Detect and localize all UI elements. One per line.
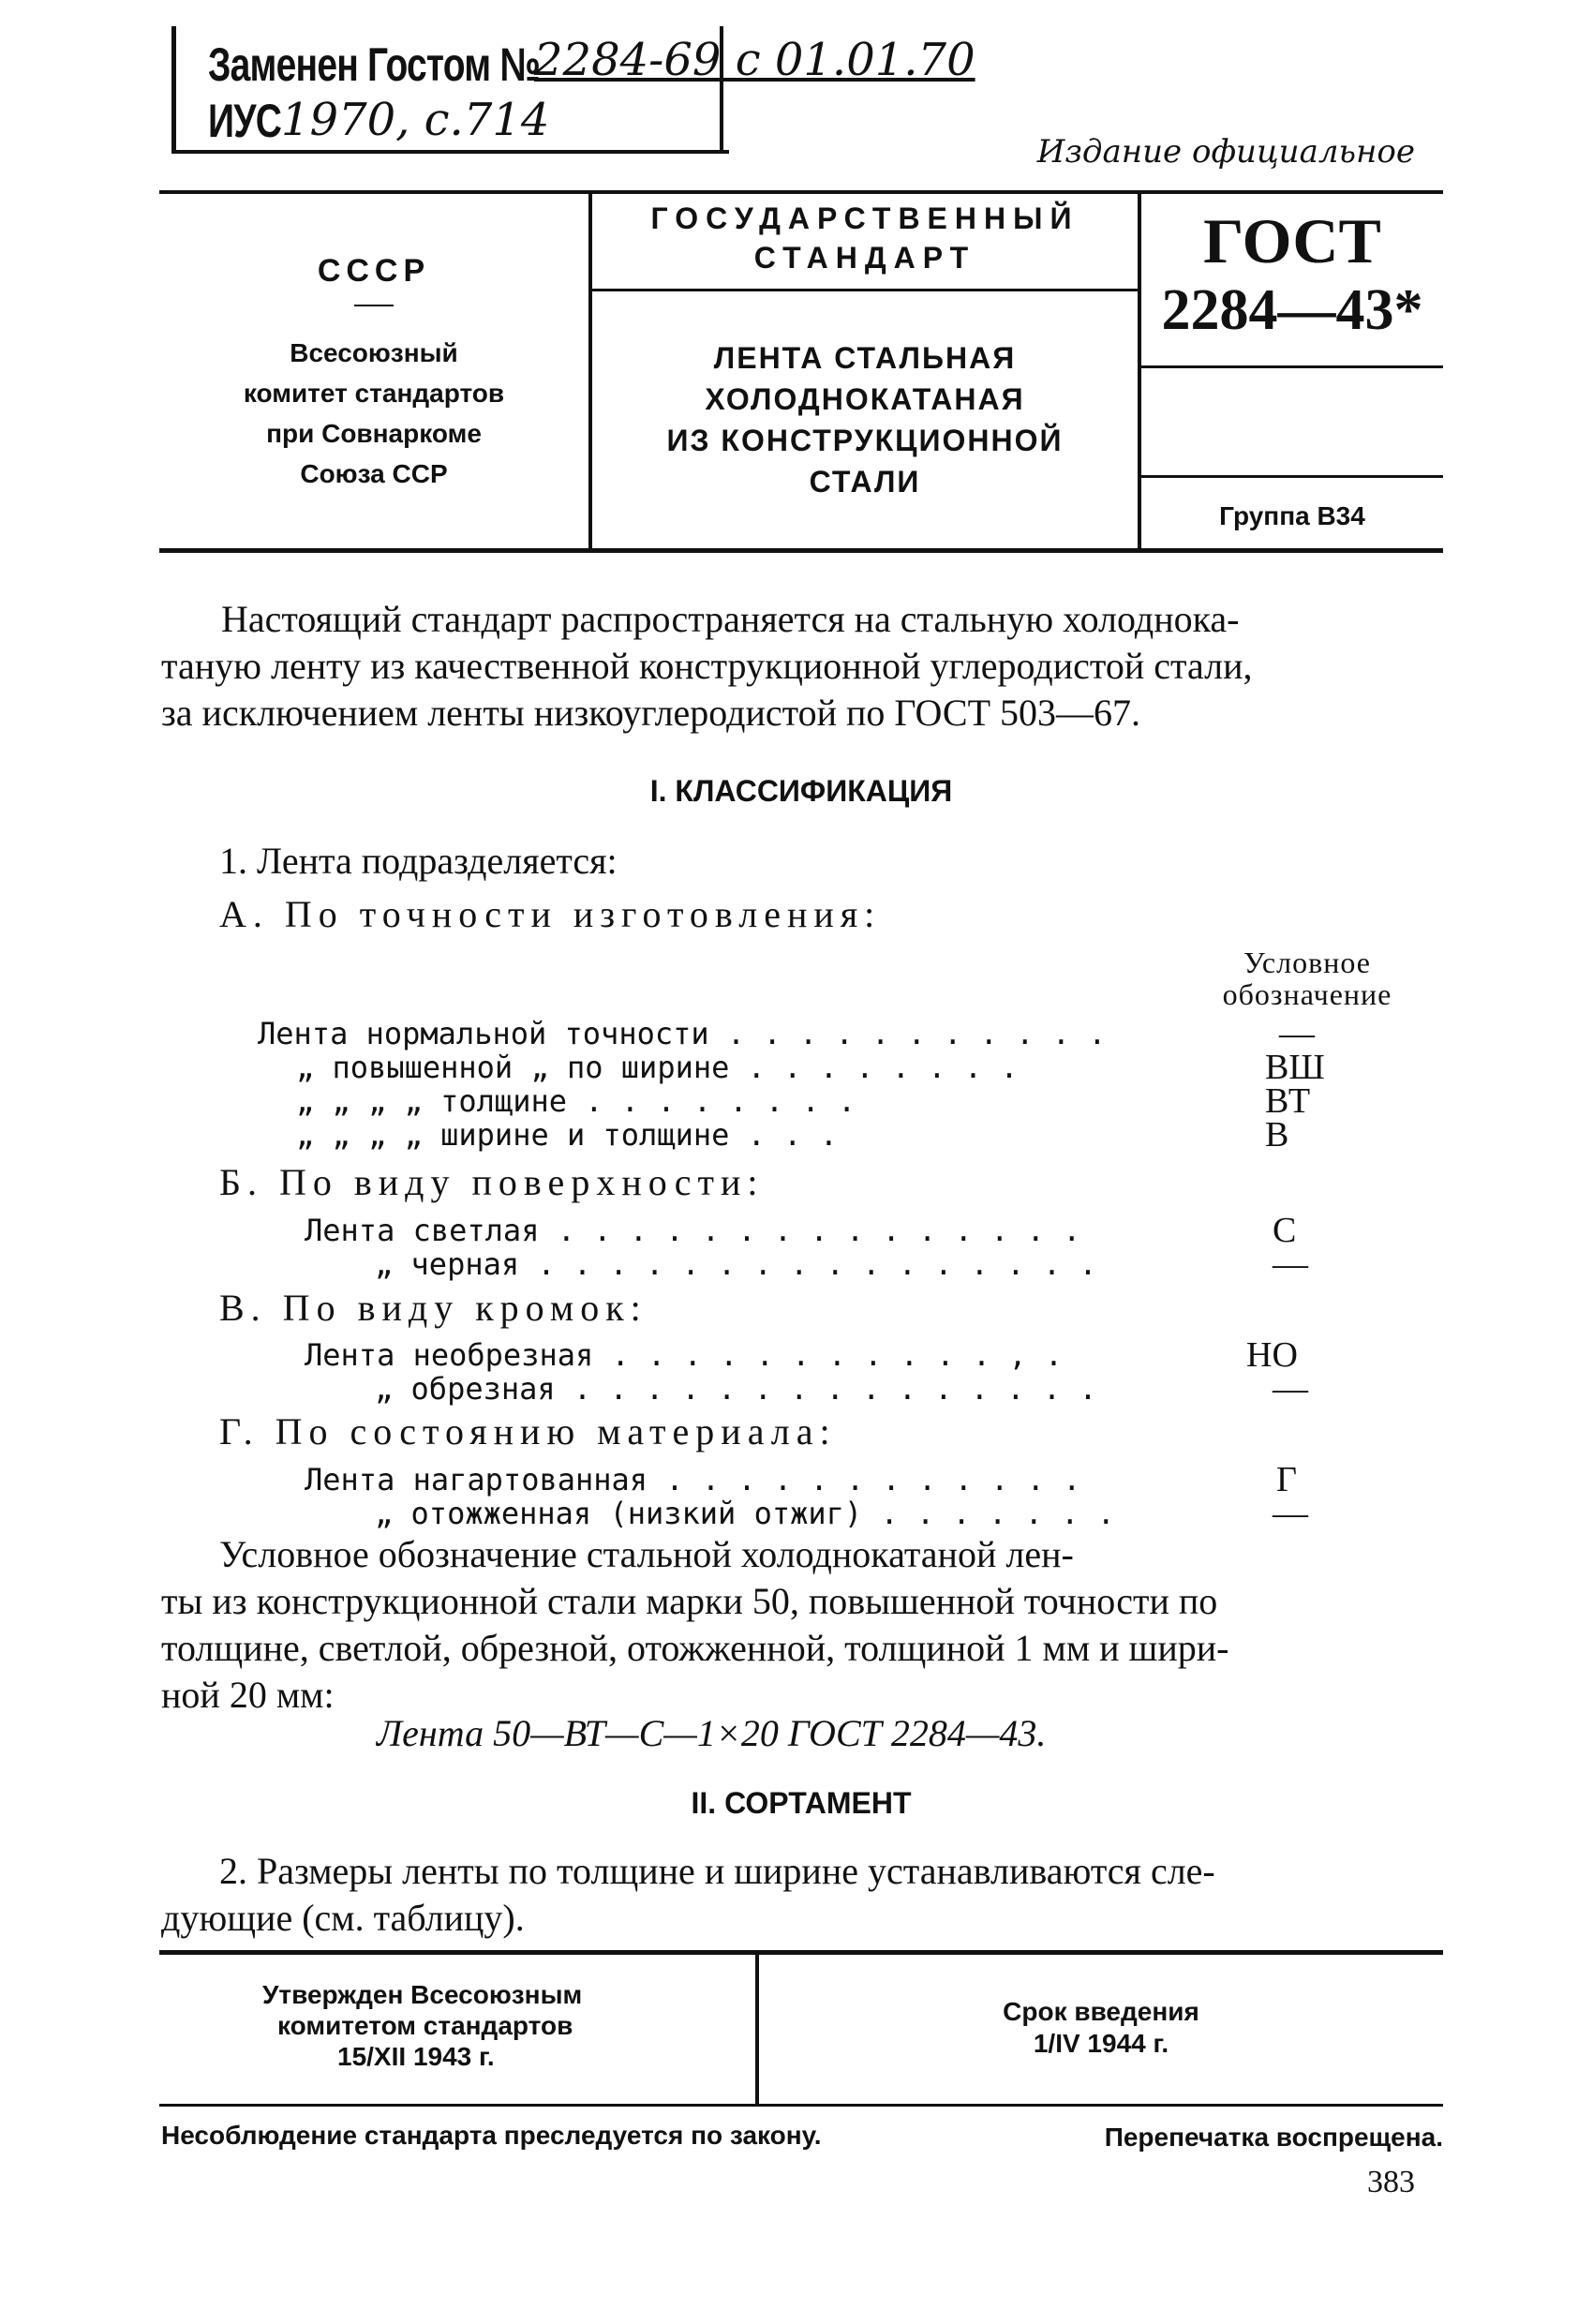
- list-item: „ „ „ „ ширине и толщине . . .: [296, 1117, 838, 1153]
- approval-line: комитетом стандартов: [277, 2011, 573, 2040]
- group-b-label: Б. По виду поверхности:: [219, 1161, 765, 1203]
- example-line: ной 20 мм:: [161, 1674, 335, 1716]
- group-g-label: Г. По состоянию материала:: [219, 1410, 837, 1452]
- gost-label: ГОСТ: [1203, 205, 1381, 276]
- title-line: ИЗ КОНСТРУКЦИОННОЙ: [666, 424, 1064, 457]
- item-2-paragraph: [161, 1848, 1443, 1942]
- intro-line: за исключением ленты низкоуглеродистой по ГОСТ 503—67.: [161, 692, 1141, 734]
- designation-header-line: Условное: [1243, 946, 1371, 979]
- group-code: Группа В34: [1219, 501, 1365, 530]
- approval-line: Утвержден Всесоюзным: [262, 1980, 583, 2009]
- section-1-title: I. КЛАССИФИКАЦИЯ: [649, 774, 953, 808]
- title-line: ХОЛОДНОКАТАНАЯ: [705, 382, 1025, 416]
- designation-code: —: [1273, 1494, 1308, 1533]
- gost-number: 2284—43*: [1161, 278, 1423, 342]
- org-line: Союза ССР: [300, 459, 448, 488]
- designation-code: —: [1273, 1244, 1308, 1284]
- header-middle-rule: [592, 289, 1138, 291]
- designation-code: С: [1273, 1211, 1297, 1250]
- designation-code: ВТ: [1265, 1081, 1311, 1121]
- list-item: „ отожженная (низкий отжиг) . . . . . . .: [375, 1496, 1115, 1531]
- effective-date: [759, 1996, 1443, 2060]
- list-item: „ повышенной „ по ширине . . . . . . . .: [296, 1050, 1019, 1085]
- approval-top-rule: [159, 1950, 1443, 1955]
- page-number: 383: [1367, 2165, 1415, 2199]
- list-item: Лента необрезная . . . . . . . . . . . , .: [305, 1337, 1064, 1373]
- list-item: „ обрезная . . . . . . . . . . . . . . .: [375, 1371, 1097, 1407]
- org-line: Всесоюзный: [290, 338, 458, 367]
- group-a-label: А. По точности изготовления:: [219, 893, 882, 935]
- header-standard-title: [592, 337, 1138, 502]
- approval-info: [262, 1979, 582, 2072]
- header-standard-kind: [592, 199, 1138, 277]
- section-2-title: II. СОРТАМЕНТ: [691, 1786, 912, 1820]
- designation-code: НО: [1246, 1335, 1298, 1375]
- list-item: Лента светлая . . . . . . . . . . . . . . .: [305, 1213, 1081, 1248]
- item-2-line: 2. Размеры ленты по толщине и ширине устанавливаются сле-: [219, 1850, 1215, 1892]
- effective-line: Срок введения: [1003, 1997, 1199, 2026]
- designation-code: —: [1273, 1369, 1308, 1408]
- designation-code: В: [1265, 1115, 1289, 1155]
- designation-header: [1181, 946, 1434, 1010]
- item-2-line: дующие (см. таблицу).: [161, 1897, 525, 1939]
- list-item: Лента нагартованная . . . . . . . . . . . .: [305, 1462, 1081, 1497]
- title-line: ЛЕНТА СТАЛЬНАЯ: [713, 341, 1017, 375]
- reprint-notice: Перепечатка воспрещена.: [1104, 2123, 1443, 2152]
- intro-line: Настоящий стандарт распространяется на стальную холоднока-: [221, 598, 1240, 640]
- org-line: комитет стандартов: [243, 379, 505, 408]
- stamp-line2-hand: 1970, с.714: [281, 94, 550, 146]
- example-designation: Лента 50—ВТ—С—1×20 ГОСТ 2284—43.: [377, 1712, 1047, 1754]
- stamp-line2-printed: ИУС: [208, 95, 282, 147]
- header-bottom-rule: [159, 548, 1443, 553]
- edition-label: Издание официальное: [1036, 133, 1415, 171]
- designation-code: Г: [1276, 1460, 1297, 1499]
- header-right-rule-1: [1141, 365, 1443, 368]
- designation-code: ВШ: [1265, 1048, 1325, 1087]
- example-line: толщине, светлой, обрезной, отожженной, толщиной 1 мм и шири-: [161, 1627, 1229, 1669]
- effective-line: 1/IV 1944 г.: [1033, 2029, 1169, 2058]
- intro-paragraph: [161, 596, 1443, 737]
- stamp-line1-hand: 2284-69 с 01.01.70: [534, 34, 975, 86]
- kind-line: СТАНДАРТ: [753, 241, 976, 275]
- intro-line: таную ленту из качественной конструкционной углеродистой стали,: [161, 645, 1253, 687]
- list-item: „ „ „ „ толщине . . . . . . . .: [296, 1083, 856, 1119]
- header-top-rule: [159, 190, 1443, 194]
- header-country-dash: [354, 305, 394, 306]
- example-paragraph: [161, 1531, 1443, 1719]
- example-line: ты из конструкционной стали марки 50, повышенной точности по: [161, 1580, 1218, 1622]
- approval-bottom-rule: [159, 2104, 1443, 2107]
- approval-line: 15/XII 1943 г.: [337, 2042, 495, 2071]
- list-item: Лента нормальной точности . . . . . . . . . . .: [258, 1016, 1107, 1051]
- item-1-text: 1. Лента подразделяется:: [219, 840, 618, 882]
- designation-header-line: обозначение: [1222, 977, 1392, 1011]
- example-line: Условное обозначение стальной холоднокатаной лен-: [219, 1533, 1074, 1575]
- org-line: при Совнаркоме: [266, 419, 482, 448]
- kind-line: ГОСУДАРСТВЕННЫЙ: [650, 201, 1079, 235]
- list-item: „ черная . . . . . . . . . . . . . . . .: [375, 1246, 1097, 1282]
- group-v-label: В. По виду кромок:: [219, 1287, 648, 1329]
- title-line: СТАЛИ: [809, 465, 921, 499]
- header-right-rule-2: [1141, 475, 1443, 478]
- header-org: [159, 333, 588, 494]
- legal-notice: Несоблюдение стандарта преследуется по закону.: [161, 2121, 822, 2150]
- designation-code: —: [1279, 1014, 1315, 1053]
- header-country: СССР: [317, 253, 431, 289]
- stamp-line1-printed: Заменен Гостом №: [208, 38, 541, 91]
